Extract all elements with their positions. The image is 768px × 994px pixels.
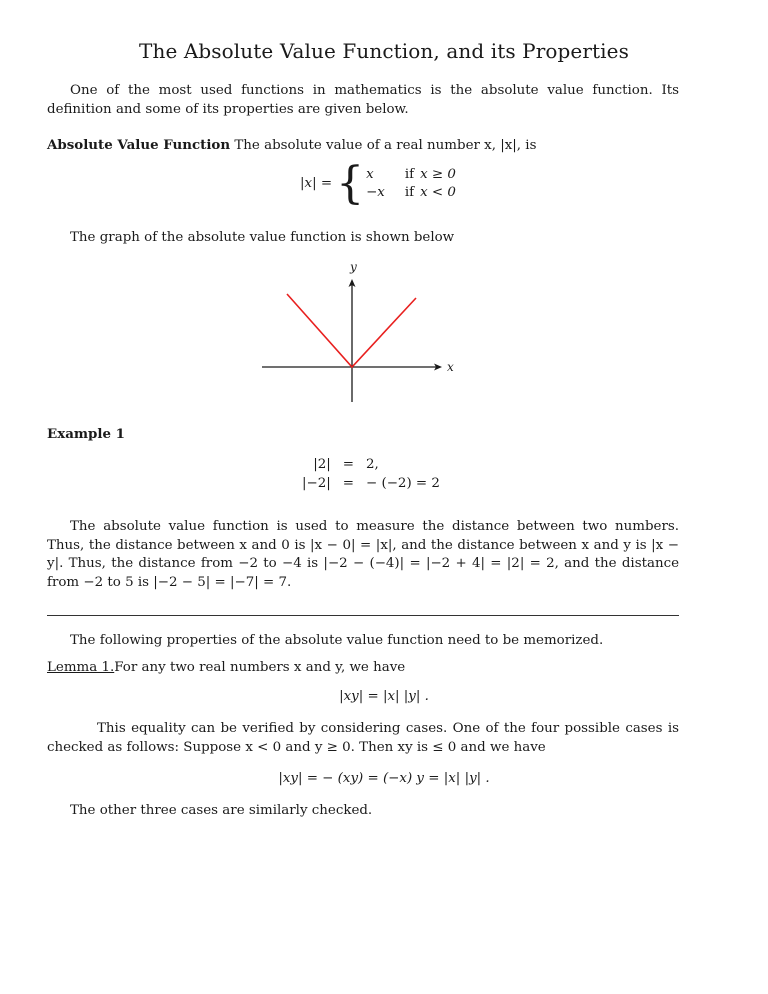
case-value: −x — [366, 185, 385, 200]
example-lhs: |−2| — [302, 475, 331, 491]
lemma-equation: |xy| = |x| |y| . — [339, 689, 429, 704]
page-title: The Absolute Value Function, and its Properties — [139, 39, 629, 63]
definition-text: The absolute value of a real number x, |x|, is — [234, 138, 537, 153]
piecewise-lhs: |x| = — [300, 175, 333, 191]
lemma-text: For any two real numbers x and y, we have — [114, 660, 406, 675]
absolute-value-graph — [262, 258, 462, 406]
intro-paragraph: One of the most used functions in mathematics is the absolute value function. Its definition and some of its properties are given below. — [47, 83, 679, 117]
piecewise-cases — [366, 166, 462, 203]
example-equals: = — [342, 457, 354, 472]
example-equations — [296, 456, 446, 493]
case-condition: x ≥ 0 — [420, 166, 456, 182]
case-if: if — [404, 166, 415, 182]
y-axis-label: y — [350, 260, 357, 274]
case-value: x — [366, 166, 374, 182]
closing-sentence: The other three cases are similarly checked. — [70, 803, 373, 818]
example-equals: = — [342, 475, 354, 491]
left-brace: { — [336, 158, 365, 209]
x-axis-label: x — [447, 360, 454, 374]
example-lhs: |2| — [313, 457, 331, 472]
verify-paragraph: This equality can be verified by considering cases. One of the four possible cases is checked as follows: Suppose x < 0 and y ≥ 0. Then xy is ≤ 0 and we have — [47, 721, 679, 755]
case-row — [366, 166, 462, 185]
lemma-label: Lemma 1. — [47, 660, 115, 675]
lemma-statement — [47, 659, 679, 678]
case-condition: x < 0 — [420, 185, 456, 200]
example-rhs: 2, — [366, 457, 379, 472]
section-divider — [47, 615, 679, 616]
distance-paragraph: The absolute value function is used to measure the distance between two numbers. Thus, the distance between x and 0 is |x − 0| = |x|, and the distance between x and y is |x − y|. Thus, the distance from −2 to −4 is |−2 − (−4)| = |−2 + 4| = |2| = 2, and the distance from −2 to 5 is |−2 − 5| = |−7| = 7. — [47, 519, 679, 590]
case-if: if — [404, 185, 415, 200]
properties-intro: The following properties of the absolute value function need to be memorized. — [70, 633, 604, 648]
example-rhs: − (−2) = 2 — [366, 475, 440, 491]
example-row — [296, 475, 446, 494]
case-equation: |xy| = − (xy) = (−x) y = |x| |y| . — [278, 771, 490, 786]
graph-intro: The graph of the absolute value function is shown below — [70, 230, 455, 245]
definition-line — [47, 136, 679, 156]
example-heading: Example 1 — [47, 426, 125, 442]
case-row — [366, 184, 462, 203]
example-row — [296, 456, 446, 475]
definition-heading: Absolute Value Function — [47, 137, 231, 153]
piecewise-definition — [300, 158, 462, 209]
